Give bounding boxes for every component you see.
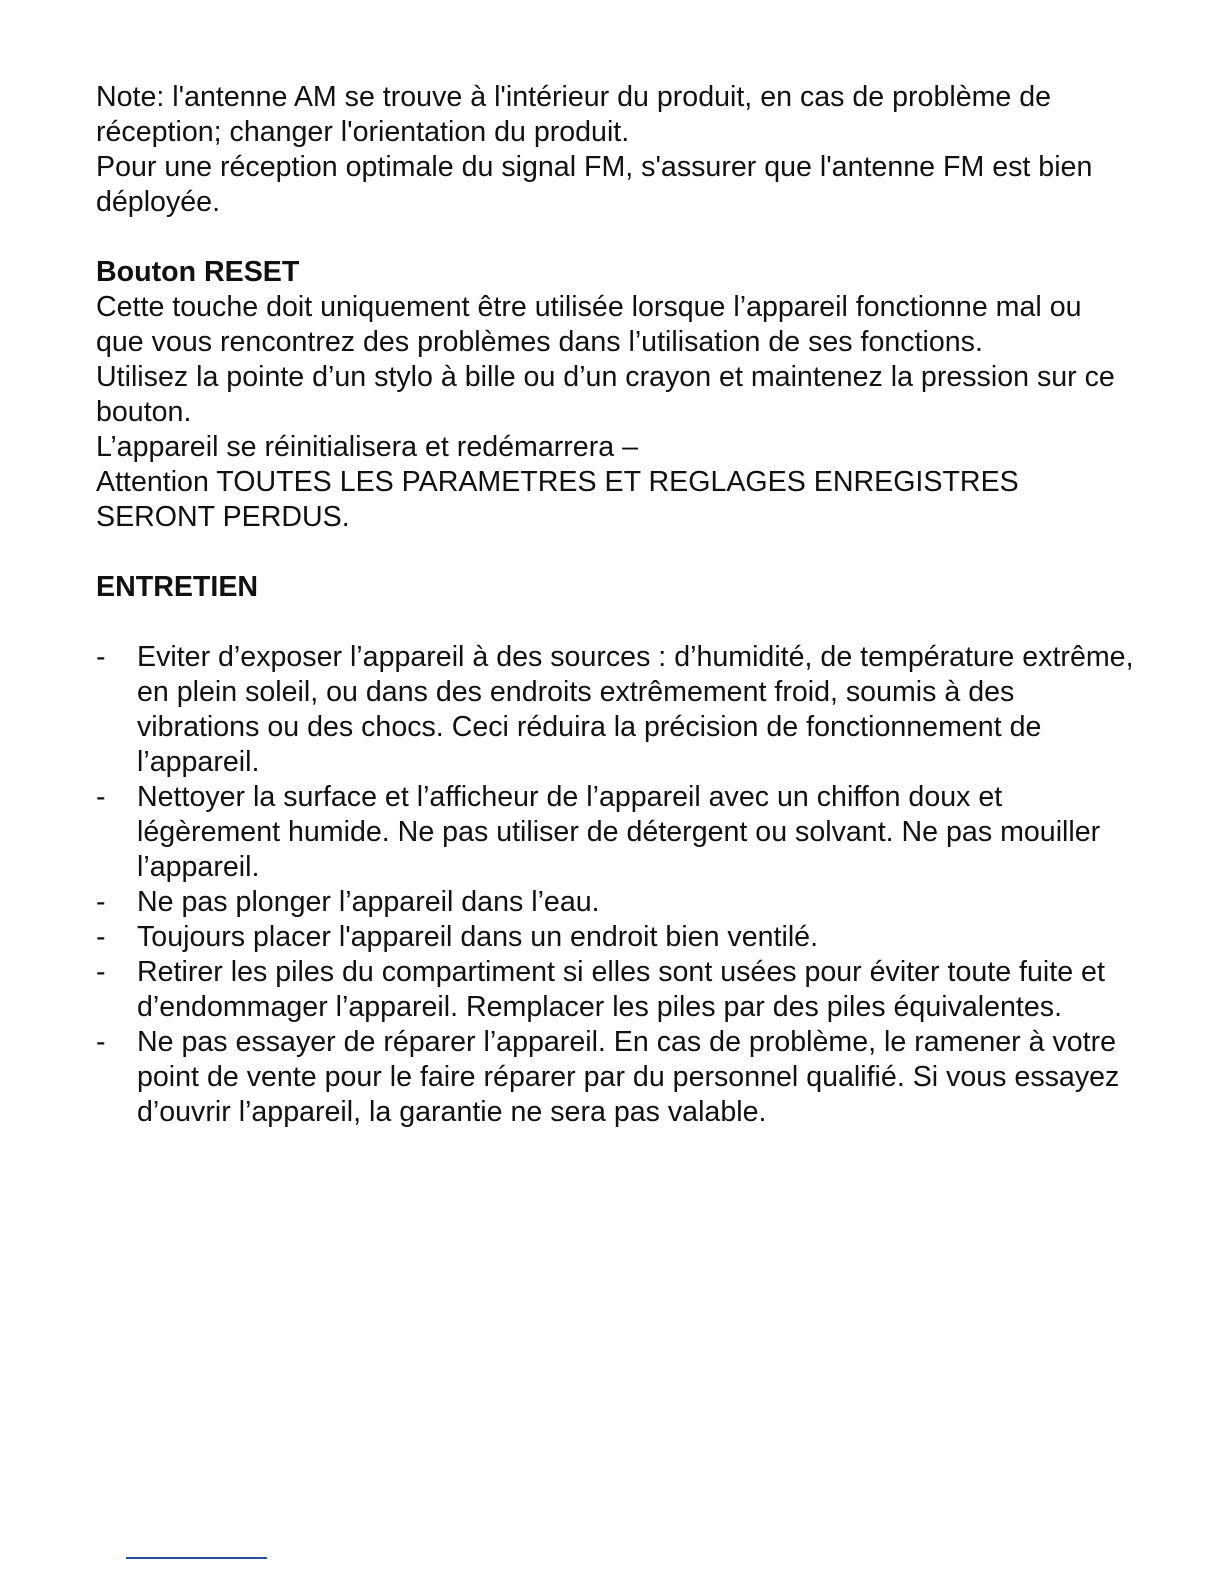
reset-paragraph-usage: Cette touche doit uniquement être utilisée lorsque l’appareil fonctionne mal ou que vous rencontrez des problèmes dans l’utilisation de ses fonctions.	[96, 291, 1082, 358]
antenna-note: Note: l'antenne AM se trouve à l'intérieur du produit, en cas de problème de réception; changer l'orientation du produit.	[96, 81, 1052, 148]
fm-reception-note: Pour une réception optimale du signal FM, s'assurer que l'antenne FM est bien déployée.	[96, 151, 1093, 218]
document-page	[96, 80, 1136, 1130]
list-item	[96, 780, 1136, 885]
list-item	[96, 1025, 1136, 1130]
bullet-dash: -	[96, 641, 106, 673]
reset-paragraph-restart: L’appareil se réinitialisera et redémarrera –	[96, 431, 638, 463]
bullet-dash: -	[96, 1026, 106, 1058]
list-item	[96, 640, 1136, 780]
footer-divider	[126, 1557, 267, 1559]
list-item	[96, 955, 1136, 1025]
entretien-heading: ENTRETIEN	[96, 571, 259, 603]
list-item-text: Retirer les piles du compartiment si elles sont usées pour éviter toute fuite et d’endommager l’appareil. Remplacer les piles par des piles équivalentes.	[137, 956, 1105, 1023]
list-item-text: Nettoyer la surface et l’afficheur de l’appareil avec un chiffon doux et légèrement humide. Ne pas utiliser de détergent ou solvant. Ne pas mouiller l’appareil.	[137, 781, 1101, 883]
list-item-text: Ne pas plonger l’appareil dans l’eau.	[137, 886, 600, 918]
reset-paragraph-warning: Attention TOUTES LES PARAMETRES ET REGLAGES ENREGISTRES SERONT PERDUS.	[96, 466, 1019, 533]
bullet-dash: -	[96, 956, 106, 988]
entretien-list	[96, 640, 1136, 1130]
list-item-text: Ne pas essayer de réparer l’appareil. En cas de problème, le ramener à votre point de vente pour le faire réparer par du personnel qualifié. Si vous essayez d’ouvrir l’appareil, la garantie ne sera pas valable.	[137, 1026, 1120, 1128]
bullet-dash: -	[96, 781, 106, 813]
reset-paragraph-how: Utilisez la pointe d’un stylo à bille ou d’un crayon et maintenez la pression sur ce bouton.	[96, 361, 1115, 428]
list-item	[96, 885, 1136, 920]
list-item-text: Eviter d’exposer l’appareil à des sources : d’humidité, de température extrême, en plein soleil, ou dans des endroits extrêmement froid, soumis à des vibrations ou des chocs. Ceci réduira la précision de fonctionnement de l’appareil.	[137, 641, 1134, 778]
bullet-dash: -	[96, 886, 106, 918]
bullet-dash: -	[96, 921, 106, 953]
list-item	[96, 920, 1136, 955]
reset-heading: Bouton RESET	[96, 256, 300, 288]
list-item-text: Toujours placer l'appareil dans un endroit bien ventilé.	[137, 921, 819, 953]
